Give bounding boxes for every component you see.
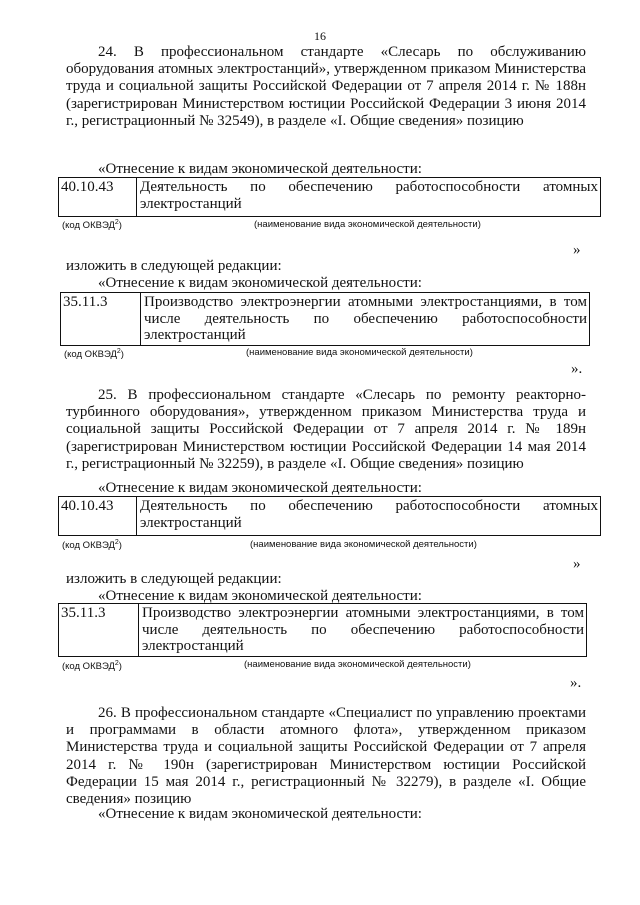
page-number: 16 [314, 29, 326, 43]
caption-code: (код ОКВЭД$^2$) [62, 539, 122, 552]
paragraph-25: 25. В профессиональном стандарте «Слесарь по ремонту реакторно-турбинного оборудования», утвержденном приказом Министерства труда и социальной защиты Российской Федерации от 7 апреля 2014 г. № 189н (зарегистрирован Министерством юстиции Российской Федерации 14 мая 2014 г., регистрационный № 32259), в разделе «I. Общие сведения» позицию [66, 387, 586, 472]
caption-code: (код ОКВЭД$^2$) [64, 348, 124, 361]
okved-name: Деятельность по обеспечению работоспособности атомных электростанций [140, 498, 598, 531]
okved-table-new-24 [60, 292, 590, 346]
caption-name: (наименование вида экономической деятельности) [246, 347, 473, 358]
okved-table-new-25 [58, 603, 587, 657]
instruction-24: изложить в следующей редакции: [66, 258, 282, 274]
instruction-25: изложить в следующей редакции: [66, 571, 282, 587]
caption-name: (наименование вида экономической деятельности) [250, 539, 477, 550]
lead-old-25: «Отнесение к видам экономической деятельности: [98, 480, 422, 496]
okved-name: Деятельность по обеспечению работоспособности атомных электростанций [140, 179, 598, 212]
okved-table-old-24 [58, 177, 601, 217]
caption-name: (наименование вида экономической деятельности) [244, 659, 471, 670]
close-quote-new-25: ». [570, 675, 582, 691]
caption-code: (код ОКВЭД$^2$) [62, 219, 122, 232]
caption-name: (наименование вида экономической деятельности) [254, 219, 481, 230]
lead-old-26: «Отнесение к видам экономической деятельности: [98, 806, 422, 822]
close-quote-new-24: ». [571, 361, 583, 377]
paragraph-24: 24. В профессиональном стандарте «Слесарь по обслуживанию оборудования атомных электростанций», утвержденном приказом Министерства труда и социальной защиты Российской Федерации от 7 апреля 2014 г. № 188н (зарегистрирован Министерством юстиции Российской Федерации 3 июня 2014 г., регистрационный № 32549), в разделе «I. Общие сведения» позицию [66, 44, 586, 129]
lead-new-24: «Отнесение к видам экономической деятельности: [98, 275, 422, 291]
caption-code: (код ОКВЭД$^2$) [62, 660, 122, 673]
okved-code: 35.11.3 [61, 293, 141, 345]
okved-table-old-25 [58, 496, 601, 536]
okved-name: Производство электроэнергии атомными электростанциями, в том числе деятельность по обеспечению работоспособности электростанций [142, 605, 584, 655]
okved-code: 35.11.3 [59, 604, 139, 656]
lead-new-25: «Отнесение к видам экономической деятельности: [98, 588, 422, 604]
close-quote-old-24: » [573, 242, 581, 258]
okved-name: Производство электроэнергии атомными электростанциями, в том числе деятельность по обеспечению работоспособности электростанций [144, 294, 587, 344]
okved-code: 40.10.43 [59, 178, 137, 216]
close-quote-old-25: » [573, 556, 581, 572]
okved-code: 40.10.43 [59, 497, 137, 535]
paragraph-26: 26. В профессиональном стандарте «Специалист по управлению проектами и программами в области атомного флота», утвержденном приказом Министерства труда и социальной защиты Российской Федерации от 7 апреля 2014 г. № 190н (зарегистрирован Министерством юстиции Российской Федерации 15 мая 2014 г., регистрационный № 32279), в разделе «I. Общие сведения» позицию [66, 705, 586, 808]
lead-old-24: «Отнесение к видам экономической деятельности: [98, 161, 422, 177]
